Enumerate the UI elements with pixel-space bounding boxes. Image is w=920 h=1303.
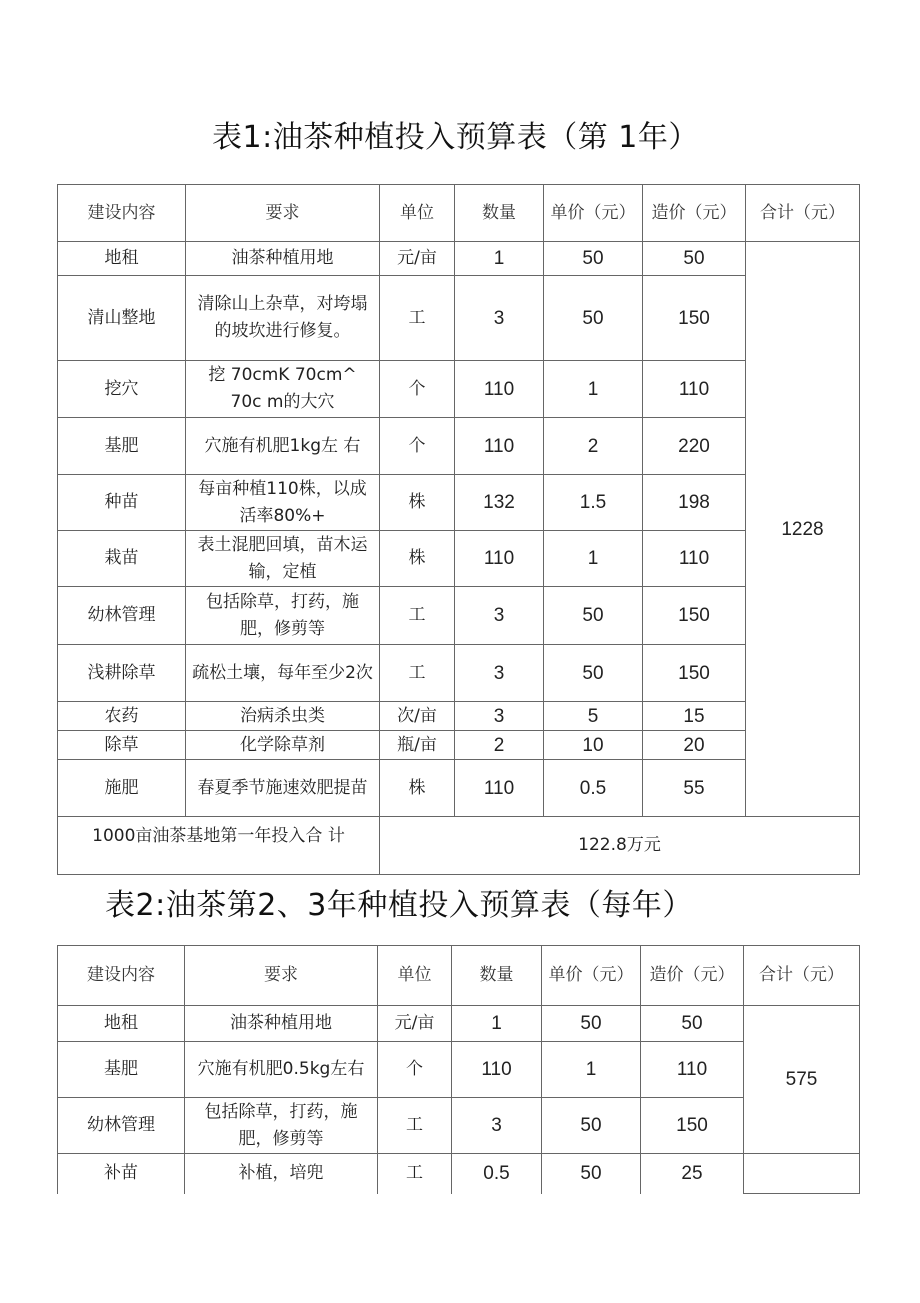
cell-cost: 15	[643, 702, 746, 731]
table-row	[58, 1006, 860, 1042]
cell-requirement: 油茶种植用地	[186, 242, 380, 276]
cell-cost: 198	[643, 475, 746, 531]
cell-requirement: 油茶种植用地	[185, 1006, 378, 1042]
cell-requirement: 穴施有机肥1kg左 右	[186, 418, 380, 475]
cell-item: 补苗	[58, 1154, 185, 1194]
cell-grand-total: 1228	[746, 242, 860, 817]
header-requirement: 要求	[185, 946, 378, 1006]
cell-unit: 瓶/亩	[380, 731, 455, 760]
summary-value: 122.8万元	[380, 817, 860, 875]
table-row	[58, 731, 860, 760]
table-row	[58, 276, 860, 361]
header-quantity: 数量	[455, 185, 544, 242]
cell-quantity: 3	[455, 645, 544, 702]
cell-cost: 150	[643, 587, 746, 645]
cell-unit-price: 50	[544, 587, 643, 645]
table-row	[58, 645, 860, 702]
cell-unit-price: 50	[542, 1006, 641, 1042]
table-row	[58, 760, 860, 817]
cell-unit-price: 10	[544, 731, 643, 760]
cell-item: 地租	[58, 1006, 185, 1042]
cell-cost: 55	[643, 760, 746, 817]
header-unit-price: 单价（元）	[542, 946, 641, 1006]
cell-unit-price: 50	[542, 1154, 641, 1194]
cell-item: 清山整地	[58, 276, 186, 361]
cell-unit: 工	[380, 645, 455, 702]
table-row	[58, 475, 860, 531]
cell-quantity: 3	[455, 276, 544, 361]
cell-unit: 个	[380, 418, 455, 475]
table-row	[58, 1042, 860, 1098]
cell-quantity: 3	[452, 1098, 542, 1154]
table1-title: 表1:油茶种植投入预算表（第 1年）	[212, 120, 699, 155]
table-row	[58, 1154, 860, 1194]
cell-cost: 110	[643, 361, 746, 418]
header-total: 合计（元）	[744, 946, 860, 1006]
cell-item: 浅耕除草	[58, 645, 186, 702]
cell-requirement: 表土混肥回填，苗木运输，定植	[186, 531, 380, 587]
cell-quantity: 3	[455, 702, 544, 731]
cell-requirement: 清除山上杂草，对垮塌的坡坎进行修复。	[186, 276, 380, 361]
table-row	[58, 361, 860, 418]
table-row	[58, 418, 860, 475]
cell-requirement: 化学除草剂	[186, 731, 380, 760]
cell-unit: 株	[380, 760, 455, 817]
cell-unit: 工	[378, 1098, 452, 1154]
header-quantity: 数量	[452, 946, 542, 1006]
cell-requirement: 疏松土壤，每年至少2次	[186, 645, 380, 702]
table2-title: 表2:油茶第2、3年种植投入预算表（每年）	[105, 888, 693, 923]
cell-unit-price: 2	[544, 418, 643, 475]
cell-cost: 150	[643, 276, 746, 361]
cell-quantity: 110	[452, 1042, 542, 1098]
cell-unit-price: 50	[544, 276, 643, 361]
budget-table-year1	[57, 184, 860, 875]
cell-unit-price: 50	[544, 242, 643, 276]
header-item: 建设内容	[58, 185, 186, 242]
header-unit: 单位	[378, 946, 452, 1006]
summary-label: 1000亩油茶基地第一年投入合 计	[58, 817, 380, 875]
cell-unit: 个	[378, 1042, 452, 1098]
cell-empty	[744, 1154, 860, 1194]
cell-cost: 25	[641, 1154, 744, 1194]
cell-requirement: 包括除草，打药，施肥，修剪等	[185, 1098, 378, 1154]
cell-cost: 50	[643, 242, 746, 276]
cell-requirement: 包括除草，打药，施肥，修剪等	[186, 587, 380, 645]
cell-cost: 50	[641, 1006, 744, 1042]
summary-row	[58, 817, 860, 875]
header-unit: 单位	[380, 185, 455, 242]
budget-table-year2-3	[57, 945, 860, 1194]
cell-unit: 元/亩	[380, 242, 455, 276]
cell-unit: 元/亩	[378, 1006, 452, 1042]
cell-unit: 工	[380, 587, 455, 645]
cell-unit-price: 5	[544, 702, 643, 731]
cell-requirement: 每亩种植110株，以成活率80%+	[186, 475, 380, 531]
table-row	[58, 587, 860, 645]
header-cost: 造价（元）	[643, 185, 746, 242]
cell-unit: 次/亩	[380, 702, 455, 731]
table-header-row	[58, 185, 860, 242]
cell-item: 基肥	[58, 1042, 185, 1098]
cell-unit-price: 0.5	[544, 760, 643, 817]
cell-unit-price: 1	[544, 361, 643, 418]
cell-unit-price: 1	[544, 531, 643, 587]
cell-unit: 工	[380, 276, 455, 361]
cell-unit: 株	[380, 531, 455, 587]
cell-quantity: 2	[455, 731, 544, 760]
cell-unit: 个	[380, 361, 455, 418]
cell-item: 种苗	[58, 475, 186, 531]
cell-cost: 110	[643, 531, 746, 587]
cell-requirement: 补植，培兜	[185, 1154, 378, 1194]
cell-item: 农药	[58, 702, 186, 731]
cell-requirement: 治病杀虫类	[186, 702, 380, 731]
cell-grand-total: 575	[744, 1006, 860, 1154]
cell-quantity: 1	[452, 1006, 542, 1042]
cell-quantity: 132	[455, 475, 544, 531]
table-row	[58, 702, 860, 731]
header-cost: 造价（元）	[641, 946, 744, 1006]
cell-unit-price: 1.5	[544, 475, 643, 531]
cell-unit-price: 1	[542, 1042, 641, 1098]
cell-item: 基肥	[58, 418, 186, 475]
cell-cost: 20	[643, 731, 746, 760]
cell-cost: 150	[643, 645, 746, 702]
table-row	[58, 1098, 860, 1154]
cell-unit: 株	[380, 475, 455, 531]
cell-requirement: 挖 70cmK 70cm^ 70c m的大穴	[186, 361, 380, 418]
table-row	[58, 531, 860, 587]
cell-unit-price: 50	[544, 645, 643, 702]
cell-cost: 110	[641, 1042, 744, 1098]
cell-quantity: 110	[455, 760, 544, 817]
cell-item: 幼林管理	[58, 587, 186, 645]
cell-item: 幼林管理	[58, 1098, 185, 1154]
cell-requirement: 春夏季节施速效肥提苗	[186, 760, 380, 817]
cell-requirement: 穴施有机肥0.5kg左右	[185, 1042, 378, 1098]
cell-unit-price: 50	[542, 1098, 641, 1154]
header-total: 合计（元）	[746, 185, 860, 242]
cell-quantity: 3	[455, 587, 544, 645]
cell-cost: 220	[643, 418, 746, 475]
cell-item: 挖穴	[58, 361, 186, 418]
cell-item: 地租	[58, 242, 186, 276]
cell-unit: 工	[378, 1154, 452, 1194]
header-requirement: 要求	[186, 185, 380, 242]
header-unit-price: 单价（元）	[544, 185, 643, 242]
header-item: 建设内容	[58, 946, 185, 1006]
cell-quantity: 110	[455, 531, 544, 587]
cell-item: 除草	[58, 731, 186, 760]
cell-quantity: 110	[455, 418, 544, 475]
cell-quantity: 0.5	[452, 1154, 542, 1194]
table-row	[58, 242, 860, 276]
cell-quantity: 110	[455, 361, 544, 418]
table-header-row	[58, 946, 860, 1006]
cell-item: 施肥	[58, 760, 186, 817]
cell-cost: 150	[641, 1098, 744, 1154]
cell-quantity: 1	[455, 242, 544, 276]
cell-item: 栽苗	[58, 531, 186, 587]
